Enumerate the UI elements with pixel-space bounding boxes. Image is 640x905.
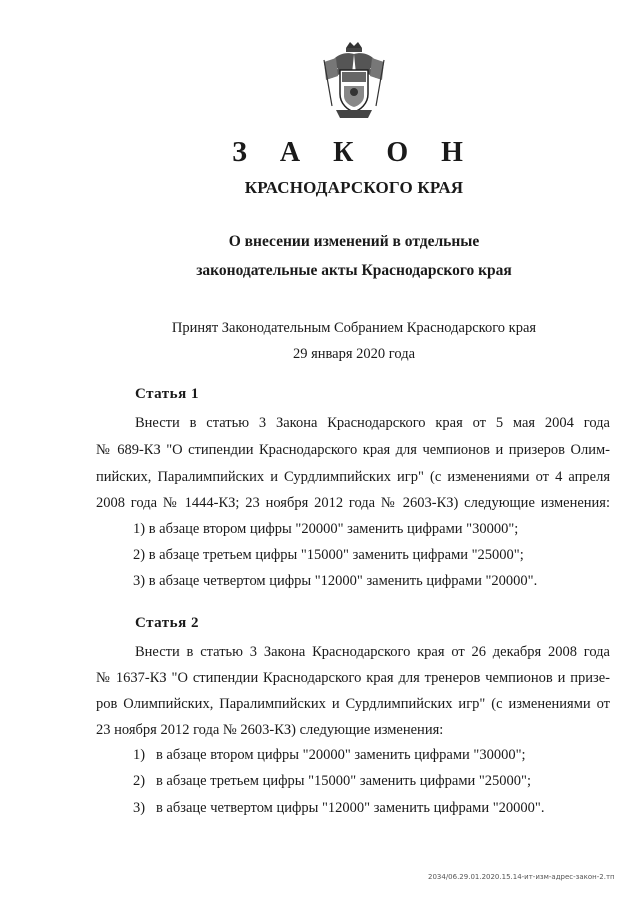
footer-code: 2034/06.29.01.2020.15.14-ит-изм-адрес-закон-2.тп [428,873,615,881]
article-1-line-3: пийских, Паралимпийских и Сурдлимпийских игр" (с изменениями от 4 апреля [96,469,610,485]
article-1-line-1: Внести в статью 3 Закона Краснодарского края от 5 мая 2004 года [135,415,610,431]
article-2-heading: Статья 2 [135,615,199,631]
document-title: З А К О Н [232,137,476,168]
article-2-item-1: 1) в абзаце втором цифры "20000" заменить цифрами "30000"; [133,747,526,763]
adopted-line-1: Принят Законодательным Собранием Краснодарского края [171,320,537,336]
article-1-item-1: 1) в абзаце втором цифры "20000" заменить цифрами "30000"; [133,521,519,537]
article-2-line-4: 23 ноября 2012 года № 2603-КЗ) следующие изменения: [96,722,444,738]
subject-line-2: законодательные акты Краснодарского края [196,262,512,279]
article-2-line-1: Внести в статью 3 Закона Краснодарского края от 26 декабря 2008 года [135,644,610,660]
article-2-item-3: 3) в абзаце четвертом цифры "12000" заменить цифрами "20000". [133,800,545,816]
article-2-line-3: ров Олимпийских, Паралимпийских и Сурдлимпийских игр" (с изменениями от [96,696,610,712]
article-1-heading: Статья 1 [135,386,199,402]
adopted-date: 29 января 2020 года [292,346,416,362]
article-2-item-2: 2) в абзаце третьем цифры "15000" заменить цифрами "25000"; [133,773,531,789]
coat-of-arms-icon [318,40,390,122]
article-2-line-2: № 1637-КЗ "О стипендии Краснодарского края для тренеров чемпионов и призе- [96,670,610,686]
article-1-item-3: 3) в абзаце четвертом цифры "12000" заменить цифрами "20000". [133,573,538,589]
article-1-line-2: № 689-КЗ "О стипендии Краснодарского края для чемпионов и призеров Олим- [96,442,610,458]
article-1-line-4: 2008 года № 1444-КЗ; 23 ноября 2012 года № 2603-КЗ) следующие изменения: [96,495,610,511]
document-subtitle: КРАСНОДАРСКОГО КРАЯ [244,178,464,197]
article-1-item-2: 2) в абзаце третьем цифры "15000" заменить цифрами "25000"; [133,547,524,563]
subject-line-1: О внесении изменений в отдельные [228,233,480,250]
